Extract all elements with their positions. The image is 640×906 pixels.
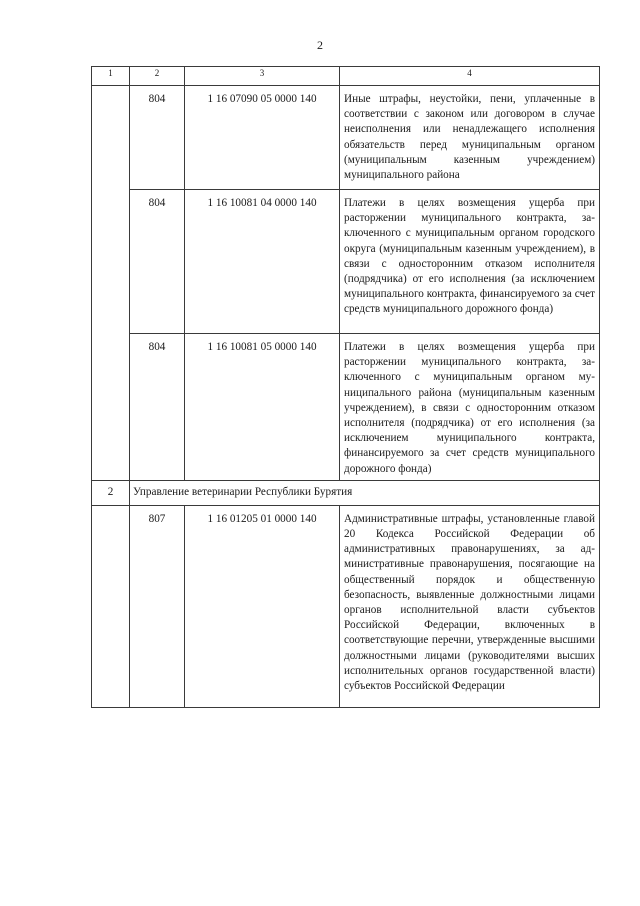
column-number-2: 2 xyxy=(130,67,185,86)
column-number-1: 1 xyxy=(92,67,130,86)
column-number-header-row xyxy=(92,67,600,86)
admin-code-cell: 804 xyxy=(130,190,185,334)
table-row xyxy=(92,334,600,481)
table-row xyxy=(92,86,600,190)
page-number: 2 xyxy=(317,38,323,52)
description-cell: Платежи в целях возмещения ущерба при расторжении муниципального контракта, заключенного с муниципальным органом муниципального района (муниципальным казенным учреждением), в связи с односторонним отказом исполнителя (подрядчика) от его исполнения (за исключением муниципального контракта, финансируемого за счет средств муниципального дорожного фонда) xyxy=(340,334,600,481)
description-cell: Платежи в целях возмещения ущерба при расторжении муниципального контракта, заключенного с муниципальным органом городского округа (муниципальным казенным учреждением), в связи с односторонним отказом исполнителя (подрядчика) от его исполнения (за исключением муниципального контракта, финансируемого за счет средств муниципального дорожного фонда) xyxy=(340,190,600,334)
description-cell: Иные штрафы, неустойки, пени, уплаченные в соответствии с законом или договором в случае неисполнения или ненадлежащего исполнения обязательств перед муниципальным органом (муниципальным казенным учреждением) муниципального района xyxy=(340,86,600,190)
revenue-codes-table xyxy=(91,66,600,708)
section-number: 2 xyxy=(92,480,130,505)
description-cell: Административные штрафы, установленные главой 20 Кодекса Российской Федерации об административных правонарушениях, за административные правонарушения, посягающие на общественный порядок и общественную безопасность, выявленные должностными лицами органов исполнительной власти субъектов Российской Федерации, включенных в соответствующие перечни, утвержденные высшими должностными лицами (руководителями высших исполнительных органов государственной власти) субъектов Российской Федерации xyxy=(340,505,600,707)
column-number-4: 4 xyxy=(340,67,600,86)
admin-code-cell: 804 xyxy=(130,86,185,190)
kbk-code-cell: 1 16 01205 01 0000 140 xyxy=(185,505,340,707)
kbk-code-cell: 1 16 07090 05 0000 140 xyxy=(185,86,340,190)
section-number-cell-empty xyxy=(92,505,130,707)
section-number-cell-empty xyxy=(92,86,130,481)
kbk-code-cell: 1 16 10081 05 0000 140 xyxy=(185,334,340,481)
section-title: Управление ветеринарии Республики Бурятия xyxy=(130,480,600,505)
table-row xyxy=(92,190,600,334)
table-row xyxy=(92,505,600,707)
column-number-3: 3 xyxy=(185,67,340,86)
section-header-row xyxy=(92,480,600,505)
admin-code-cell: 804 xyxy=(130,334,185,481)
admin-code-cell: 807 xyxy=(130,505,185,707)
kbk-code-cell: 1 16 10081 04 0000 140 xyxy=(185,190,340,334)
